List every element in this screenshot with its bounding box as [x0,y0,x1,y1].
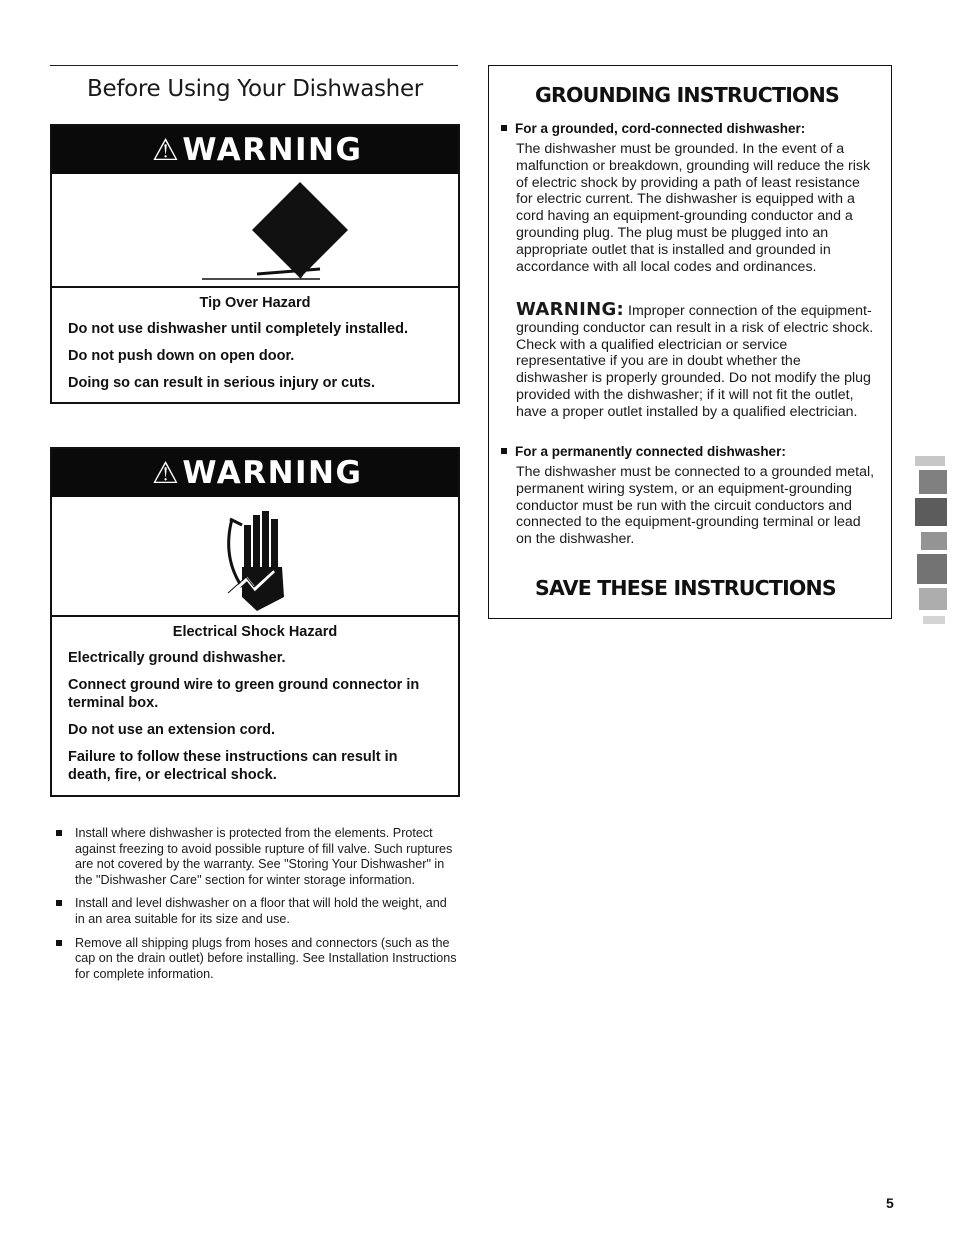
permanent-connected-heading-text: For a permanently connected dishwasher: [515,444,786,459]
cord-connected-heading [501,121,805,136]
tip-over-pictogram [52,174,458,288]
cord-connected-heading-text: For a grounded, cord-connected dishwasher: [515,121,806,136]
warning-line: Electrically ground dishwasher. [68,650,286,666]
permanent-connected-text: The dishwasher must be connected to a grounded metal, permanent wiring system, or an equipment-grounding conductor must be run with the circuit conductors and connected to the equipment-grounding terminal or lead on the dishwasher. [516,464,875,548]
square-bullet-icon [56,900,62,906]
save-instructions-heading: SAVE THESE INSTRUCTIONS [535,576,836,600]
square-bullet-icon [56,940,62,946]
grounding-warning [516,299,876,421]
list-item-text: Install and level dishwasher on a floor that will hold the weight, and in an area suitable for its size and use. [75,896,447,926]
hazard-title: Tip Over Hazard [199,295,311,311]
warning-triangle-icon: ⚠ [152,133,181,168]
shock-pictogram [52,497,458,617]
electrical-shock-warning-box [50,447,460,797]
list-item-text: Install where dishwasher is protected from the elements. Protect against freezing to avoid possible rupture of fill valve. Such ruptures are not covered by the warranty. See "Storing Your Dishwasher" in the "Dishwasher Care" section for winter storage information. [75,826,453,887]
electrical-shock-hazard-icon [52,497,458,615]
square-bullet-icon [501,448,507,454]
square-bullet-icon [56,830,62,836]
list-item [55,936,460,983]
grounding-instructions-box [488,65,892,619]
grounding-warning-text: Improper connection of the equipment-grounding conductor can result in a risk of electric shock. Check with a qualified electrician or service representative if you are in doubt whether the dishwasher is properly grounded. Do not modify the plug provided with the dishwasher; if it will not fit the outlet, have a proper outlet installed by a qualified electrician. [516,303,874,420]
permanent-connected-heading [501,444,786,459]
list-item [55,826,460,888]
grounding-title: GROUNDING INSTRUCTIONS [535,83,839,107]
warning-line: Failure to follow these instructions can result in death, fire, or electrical shock. [68,749,398,783]
section-tab-graphic [905,448,954,630]
warning-header [52,126,458,174]
section-title: Before Using Your Dishwasher [87,76,423,102]
warning-line: Do not use dishwasher until completely installed. [68,321,409,337]
warning-line: Do not use an extension cord. [68,722,276,738]
list-item [55,896,460,927]
warning-line: Do not push down on open door. [68,348,295,364]
square-bullet-icon [501,125,507,131]
warning-label: WARNING [182,132,363,168]
tip-over-hazard-icon [52,174,458,286]
page-number: 5 [886,1195,894,1211]
installation-notes-list [55,826,460,990]
header-rule [50,65,458,66]
tip-over-warning-box [50,124,460,404]
warning-label: WARNING [182,455,363,491]
cord-connected-text: The dishwasher must be grounded. In the event of a malfunction or breakdown, grounding will reduce the risk of electric shock by providing a path of least resistance for electric current. The dishwasher is equipped with a cord having an equipment-grounding conductor and a grounding plug. The plug must be plugged into an appropriate outlet that is installed and grounded in accordance with all local codes and ordinances. [516,141,871,275]
warning-triangle-icon: ⚠ [152,456,181,491]
warning-line: Connect ground wire to green ground connector in terminal box. [68,677,420,711]
warning-header [52,449,458,497]
grounding-warning-label: WARNING: [516,299,625,320]
warning-line: Doing so can result in serious injury or cuts. [68,375,375,391]
list-item-text: Remove all shipping plugs from hoses and connectors (such as the cap on the drain outlet) before installing. See Installation Instructions for complete information. [75,935,457,981]
hazard-title: Electrical Shock Hazard [172,624,338,640]
